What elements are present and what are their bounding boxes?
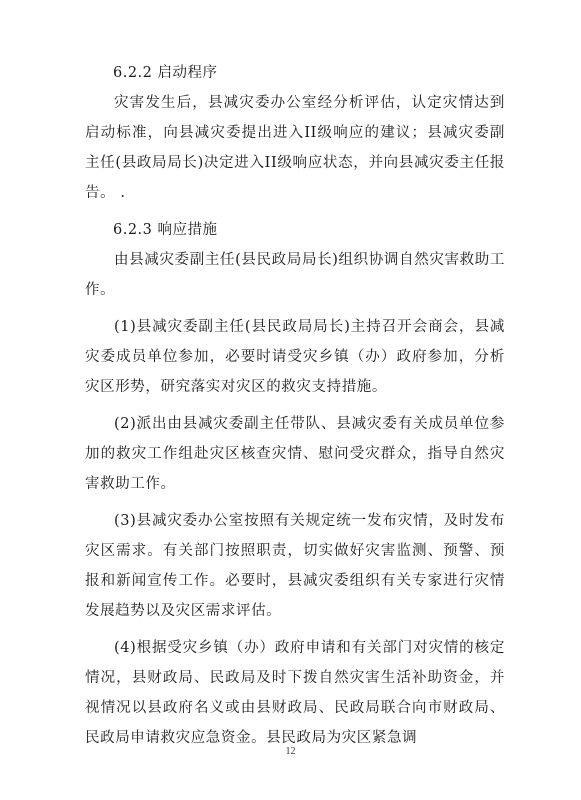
- section-6-2-3-intro: 由县减灾委副主任(县民政局局长)组织协调自然灾害救助工作。: [85, 252, 505, 298]
- measure-2: (2)派出由县减灾委副主任带队、县减灾委有关成员单位参加的救灾工作组赴灾区核查灾情、慰问受灾群众，指导自然灾害救助工作。: [85, 416, 505, 492]
- section-6-2-2-body: 灾害发生后，县减灾委办公室经分析评估，认定灾情达到启动标准，向县减灾委提出进入II级响应的建议；县减灾委副主任(县政局局长)决定进入II级响应状态，并向县减灾委主任报告。 .: [85, 95, 505, 201]
- section-6-2-3-title: 6.2.3 响应措施: [113, 222, 218, 238]
- page-content: [85, 58, 505, 760]
- page-number: 12: [285, 746, 296, 757]
- measure-3: (3)县减灾委办公室按照有关规定统一发布灾情，及时发布灾区需求。有关部门按照职责，切实做好灾害监测、预警、预报和新闻宣传工作。必要时，县减灾委组织有关专家进行灾情发展趋势以及灾区需求评估。: [85, 513, 505, 619]
- section-6-2-2-title: 6.2.2 启动程序: [113, 65, 218, 81]
- measure-4: (4)根据受灾乡镇（办）政府申请和有关部门对灾情的核定情况，县财政局、民政局及时下拨自然灾害生活补助资金，并视情况以县政府名义或由县财政局、民政局联合向市财政局、民政局申请救灾应急资金。县民政局为灾区紧急调: [85, 640, 505, 746]
- measure-1: (1)县减灾委副主任(县民政局局长)主持召开会商会，县减灾委成员单位参加，必要时请受灾乡镇（办）政府参加，分析灾区形势，研究落实对灾区的救灾支持措施。: [85, 319, 505, 395]
